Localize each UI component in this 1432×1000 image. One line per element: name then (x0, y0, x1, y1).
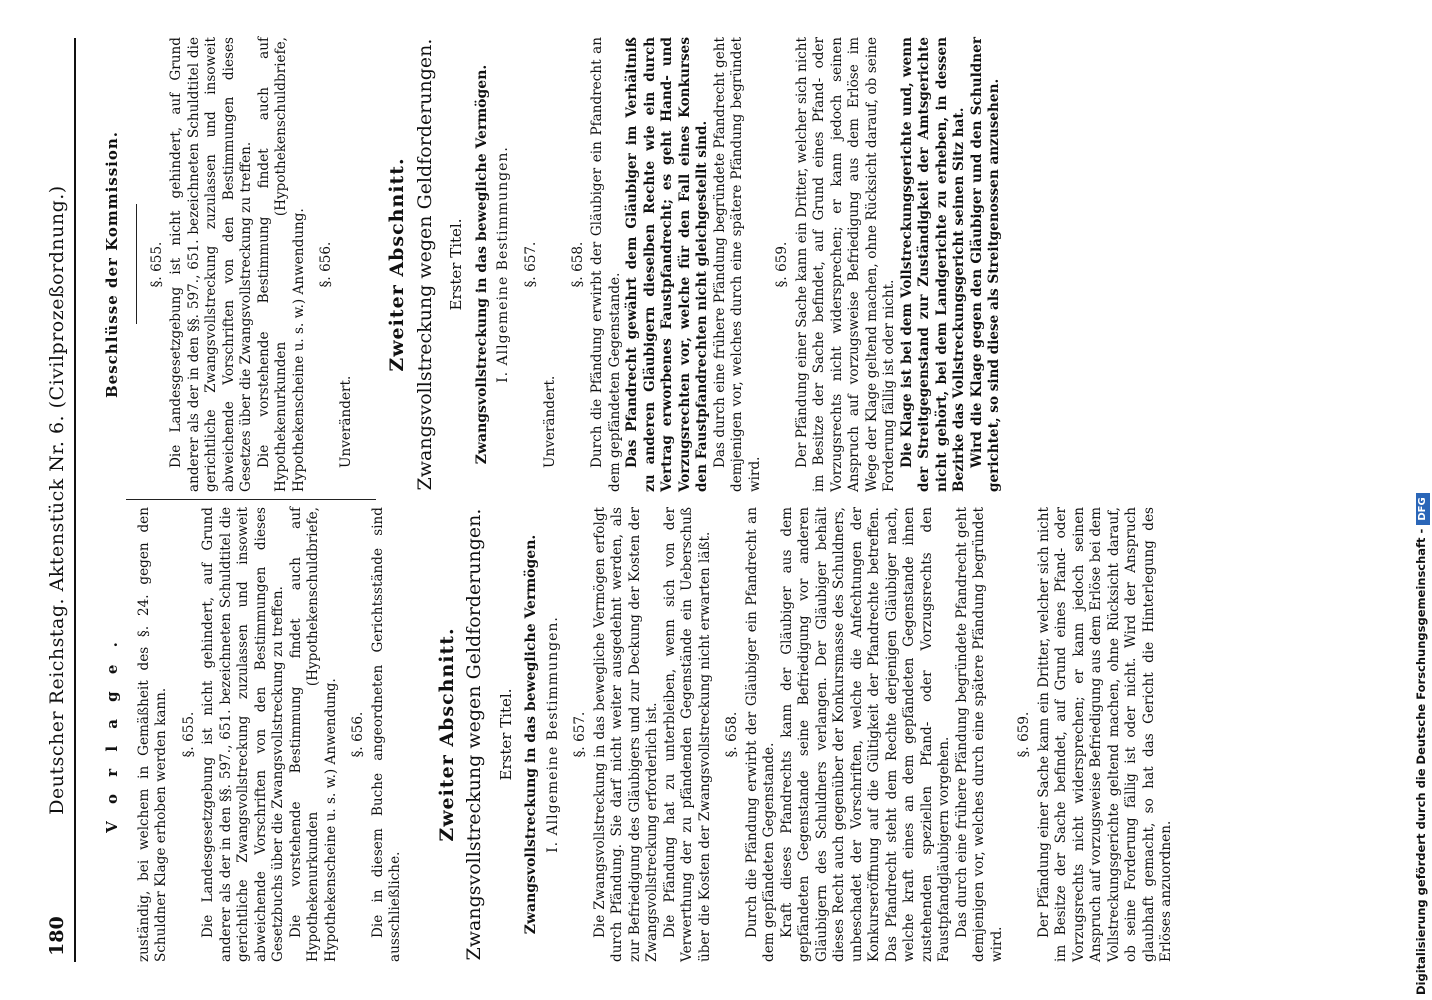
section-657-text: Unverändert. (542, 375, 558, 468)
section-658-text-2: Kraft dieses Pfandrechts kann der Gläubiger aus dem gepfändeten Gegenstande seine Befriedigung vor anderen Gläubigern des Schuldners verlangen. Der Gläubiger behält dieses Recht auch gegenüber der Konkursmasse des Schuldners, unbeschadet der Vorschriften, welche die Anfechtungen der Konkurseröffnung auf die Gültigkeit der Pfandrechte betreffen. Das Pfandrecht steht dem Rechte derjenigen Gläubiger nach, welche kraft eines an dem gepfändeten Gegenstande ihnen zustehenden speziellen Pfand- oder Vorzugsrechts den Faustpfandgläubigern vorgehen. (778, 507, 952, 962)
section-657-text: Die Zwangsvollstreckung in das bewegliche Vermögen erfolgt durch Pfändung. Sie darf nicht weiter ausgedehnt werden, als zur Befriedigung des Gläubigers und zur Deckung der Kosten der Zwangsvollstreckung erforderlich ist. (591, 507, 660, 962)
abschnitt-subheading: Zwangsvollstreckung wegen Geldforderungen. (413, 38, 436, 491)
dfg-logo: DFG (1416, 493, 1430, 524)
section-655-text-2: Die vorstehende Bestimmung findet auch auf Hypothekenurkunden (Hypothekenschuldbriefe, Hypothekenscheine u. s. w.) Anwendung. (255, 37, 307, 492)
titel-heading: Erster Titel. (496, 688, 515, 781)
titel-subheading: Zwangsvollstreckung in das bewegliche Vermögen. (473, 64, 490, 465)
two-column-body (86, 38, 1376, 962)
abschnitt-subheading: Zwangsvollstreckung wegen Geldforderungen. (463, 508, 485, 961)
document-page (10, 10, 1390, 990)
column-title-kommission: Beschlüsse der Kommission. (103, 131, 121, 398)
section-658-text-3: Das durch eine frühere Pfändung begründete Pfandrecht geht demjenigen vor, welches durch eine spätere Pfändung begründet wird. (711, 37, 763, 492)
section-655-text: Die Landesgesetzgebung ist nicht gehindert, auf Grund anderer als der in den §§. 597., 651. bezeichneten Schuldtitel die gerichtliche Zwangsvollstreckung zuzulassen und insoweit abweichende Vorschriften von den Bestimmungen dieses Gesetzbuchs über die Zwangsvollstreckung zu treffen. (200, 507, 286, 962)
column-kommission (86, 37, 1004, 492)
section-658-text: Durch die Pfändung erwirbt der Gläubiger ein Pfandrecht an dem gepfändeten Gegenstande. (589, 37, 623, 492)
section-655-text-2: Die vorstehende Bestimmung findet auch auf Hypothekenurkunden (Hypothekenschuldbriefe, Hypothekenscheine u. s. w.) Anwendung. (287, 507, 339, 962)
digitization-credit (1408, 0, 1430, 1000)
section-655-text: Die Landesgesetzgebung ist nicht gehindert, auf Grund anderer als der in den §§. 597., 651. bezeichneten Schuldtitel die gerichtliche Zwangsvollstreckung zuzulassen und insoweit abweichende Vorschriften von den Bestimmungen dieses Gesetzes über die Zwangsvollstreckung zu treffen. (168, 37, 254, 492)
section-659-text: Der Pfändung einer Sache kann ein Dritter, welcher sich nicht im Besitze der Sache befindet, auf Grund eines Pfand- oder Vorzugsrechts nicht widersprechen; er kann jedoch seinen Anspruch auf vorzugsweise Befriedigung aus dem Erlöse im Wege der Klage geltend machen, ohne Rücksicht darauf, ob seine Forderung fällig ist oder nicht. (793, 37, 897, 492)
page-number: 180 (46, 916, 68, 956)
section-658-heading: §. 658. (569, 241, 586, 288)
page-header (40, 38, 76, 962)
running-head: Deutscher Reichstag. Aktenstück Nr. 6. (Civilprozeßordnung.) (46, 185, 68, 815)
section-657-heading: §. 657. (522, 241, 539, 288)
column-title-vorlage: V o r l a g e . (103, 636, 121, 833)
abschnitt-heading: Zweiter Abschnitt. (386, 157, 408, 372)
section-657-text-2: Die Pfändung hat zu unterbleiben, wenn sich von der Verwerthung der zu pfändenden Gegenstände ein Ueberschuß über die Kosten der Zwangsvollstreckung nicht erwarten läßt. (661, 507, 713, 962)
section-656-heading: §. 656. (350, 711, 366, 758)
titel-heading: Erster Titel. (447, 218, 465, 311)
section-658-text-3: Das durch eine frühere Pfändung begründete Pfandrecht geht demjenigen vor, welches durch eine spätere Pfändung begründet wird. (953, 507, 1005, 962)
title-rule (136, 205, 137, 325)
section-655-heading: §. 655. (180, 711, 197, 758)
section-657-heading: §. 657. (572, 711, 588, 758)
section-659-text: Der Pfändung einer Sache kann ein Dritter, welcher sich nicht im Besitze der Sache befindet, auf Grund eines Pfand- oder Vorzugsrechts nicht widersprechen; er kann jedoch seinen Anspruch auf vorzugsweise Befriedigung aus dem Erlöse bei dem Vollstreckungsgerichte geltend machen, ohne Rücksicht darauf, ob seine Forderung fällig ist oder nicht. Wird der Anspruch glaubhaft gemacht, so hat das Gericht die Hinterlegung des Erlöses anzuordnen. (1035, 507, 1174, 962)
column-vorlage (86, 507, 1176, 962)
titel-subheading: Zwangsvollstreckung in das bewegliche Vermögen. (523, 534, 539, 935)
section-658-text: Durch die Pfändung erwirbt der Gläubiger ein Pfandrecht an dem gepfändeten Gegenstande. (743, 507, 777, 962)
section-659-heading: §. 659. (774, 241, 790, 288)
roman-heading: I. Allgemeine Bestimmungen. (544, 616, 561, 853)
section-659-heading: §. 659. (1016, 711, 1032, 758)
intro-paragraph: zuständig, bei welchem in Gemäßheit des §. 24. gegen den Schuldner Klage erhoben werden kann. (135, 507, 169, 962)
section-659-text-3: Wird die Klage gegen den Gläubiger und den Schuldner gerichtet, so sind diese als Streitgenossen anzusehen. (968, 37, 1002, 492)
section-656-heading: §. 656. (318, 241, 334, 288)
section-656-text: Die in diesem Buche angeordneten Gerichtsstände sind ausschließliche. (369, 507, 403, 962)
section-658-text-2: Das Pfandrecht gewährt dem Gläubiger im Verhältniß zu anderen Gläubigern dieselben Rechte wie ein durch Vertrag erworbenes Faustpfandrecht; es geht Hand- und Vorzugsrechten vor, welche für den Fall eines Konkurses den Faustpfandrechten nicht gleichgestellt sind. (624, 37, 710, 492)
credit-text: Digitalisierung gefördert durch die Deutsche Forschungsgemeinschaft - (1414, 528, 1428, 995)
abschnitt-heading: Zweiter Abschnitt. (435, 627, 458, 842)
section-655-heading: §. 655. (148, 241, 165, 288)
column-divider (126, 499, 376, 500)
section-659-text-2: Die Klage ist bei dem Vollstreckungsgerichte und, wenn der Streitgegenstand zur Zuständigkeit der Amtsgerichte nicht gehört, bei dem Landgerichte zu erheben, in dessen Bezirke das Vollstreckungsgericht seinen Sitz hat. (898, 37, 967, 492)
roman-heading: I. Allgemeine Bestimmungen. (495, 146, 511, 383)
section-656-text: Unverändert. (337, 375, 354, 468)
section-658-heading: §. 658. (724, 711, 740, 758)
